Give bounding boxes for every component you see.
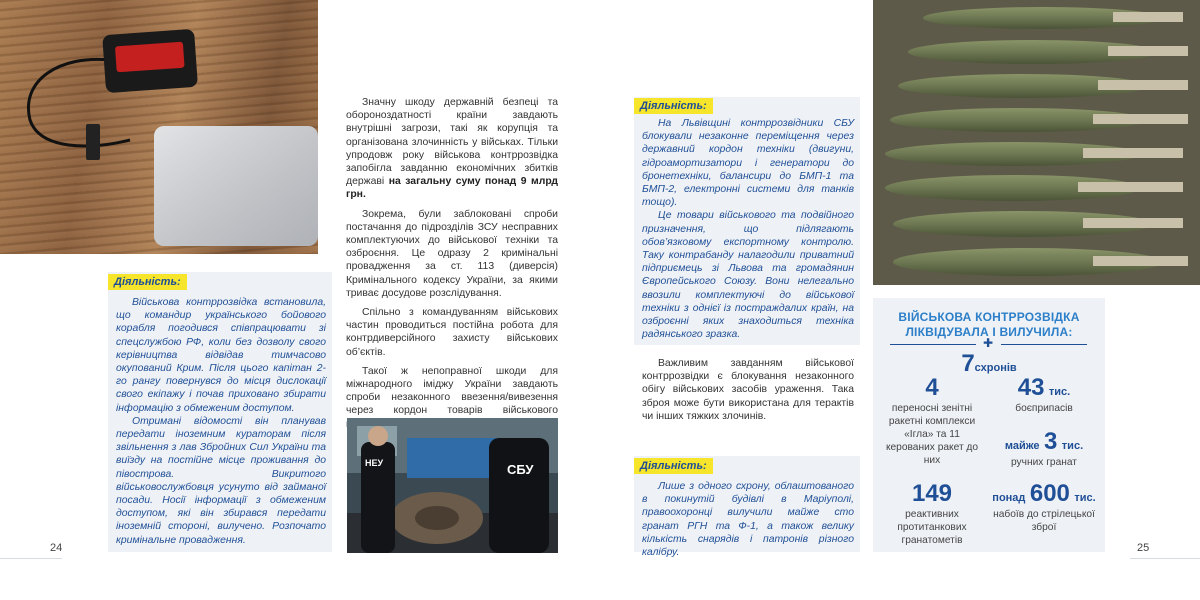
drive-label-stripe — [115, 42, 185, 73]
stat-grenades-prefix: майже — [1004, 440, 1040, 452]
body-paragraph-1: Значну шкоду державній безпеці та обороноздатності країни завдають внутрішні загрози, такі як корупція та організована злочинність у військах. Тільки упродовж року військова контррозвідка запобігла завданню економічних збитків державі на загальну суму понад 9 млрд грн. — [346, 97, 559, 201]
page-number-left: 24 — [50, 542, 63, 554]
stat-rounds — [986, 480, 1102, 534]
desk-items-illustration — [0, 0, 318, 254]
stat-grenades-label: ручних гранат — [1011, 457, 1077, 468]
activity-right1-paragraph-1: На Львівщині контррозвідники СБУ блокували незаконне переміщення через державний кордон техніки (двигуни, гідроамортизатори і генератори до бронетехніки, балансири до БМП-1 та БМП-2, електронні системи для танків тощо). — [642, 118, 854, 209]
activity-tag-right-1: Діяльність: — [634, 98, 713, 114]
stat-manpads — [880, 374, 984, 467]
desk-photo — [0, 0, 318, 254]
stat-rounds-unit: тис. — [1074, 492, 1096, 504]
officer-badge-left: НЕУ — [365, 458, 384, 468]
right-body-paragraph: Важливим завданням військової контррозвідки є блокування незаконного обігу військових засобів ураження. Така зброя може бути використана для терактів чи інших тяжких злочинів. — [642, 358, 854, 422]
activity-tag-left: Діяльність: — [108, 274, 187, 290]
ammunition-photo — [873, 0, 1200, 285]
workshop-illustration — [347, 418, 558, 553]
stat-manpads-label: переносні зенітні ракетні комплекси «Ігла» та 11 керованих ракет до них — [885, 403, 979, 466]
stat-caches-value: 7 — [961, 350, 975, 377]
stat-grenades-value: 3 — [1043, 428, 1058, 455]
stat-caches-unit: схронів — [974, 362, 1017, 374]
stat-rpg — [880, 480, 984, 547]
engine-part-core — [415, 506, 459, 530]
body-paragraph-3: Спільно з командуванням військових частин проводиться постійна робота для контрдиверсійного захисту військових об’єктів. — [346, 307, 558, 358]
laptop-shine — [154, 126, 318, 246]
footer-rule-left — [0, 558, 62, 559]
stat-rounds-prefix: понад — [992, 492, 1026, 504]
stat-rounds-label: набоїв до стрілецької зброї — [993, 509, 1095, 533]
stat-rpg-label: реактивних протитанкових гранатометів — [897, 509, 967, 546]
stat-manpads-value: 4 — [925, 374, 939, 401]
stat-rounds-value: 600 — [1029, 480, 1070, 507]
activity-right2-paragraph-1: Лише з одного схрону, облаштованого в покинутій будівлі в Маріуполі, правоохоронці вилучили майже сто гранат РГН та Ф-1, а також велику кількість снарядів і патронів різного калібру. — [642, 481, 854, 559]
activity-left-paragraph-2: Отримані відомості він планував передати іноземним кураторам після звільнення з лав Збройних Сил України та виїзду на постійне місце проживання до півострова. Викритого військовослужбовця усунуто від займаної посади. Носії інформації з обмеженим доступом, які він збирався передати іноземній стороні, вилучено. Розпочато кримінальне провадження. — [116, 415, 326, 546]
stat-ammo — [990, 374, 1098, 415]
highlight-amount: на загальну суму понад 9 млрд грн. — [346, 176, 559, 201]
activity-tag-right-2: Діяльність: — [634, 458, 713, 474]
officer-figure-right — [489, 438, 549, 553]
stat-grenades — [990, 428, 1098, 469]
activity-text-right-2 — [642, 480, 854, 559]
activity-right1-paragraph-2: Це товари військового та подвійного призначення, що підлягають обов’язковому експортному контролю. Таку контрабанду налагодили приватний підприємець зі Львова та громадянин Європейського Союзу. Вони нелегально ввозили комплектуючі до військової техніки з однієї із постраждалих країн, на озброєнні яких знаходиться техніка радянського зразка. — [642, 210, 854, 341]
stat-ammo-label: боєприпасів — [1015, 403, 1073, 414]
stats-divider-right — [1001, 344, 1087, 345]
stat-ammo-unit: тис. — [1048, 386, 1071, 398]
officer-head-left — [368, 426, 388, 446]
ammunition-illustration — [873, 0, 1200, 285]
stat-ammo-value: 43 — [1017, 374, 1045, 401]
activity-left-paragraph-1: Військова контррозвідка встановила, що командир українського бойового корабля погодився співпрацювати зі спецслужбою РФ, коли без дозволу свого керівництва відвідав тимчасово окупований Крим. Після цього капітан 2-го рангу повернувся до місця дислокації свого екіпажу і почав приховано збирати інформацію з обмеженим доступом. — [116, 297, 326, 414]
usb-stick-icon — [86, 124, 100, 160]
activity-text-right-1 — [642, 117, 854, 341]
cross-icon: ✚ — [983, 336, 994, 350]
stat-rpg-value: 149 — [911, 480, 953, 507]
footer-rule-right — [1130, 558, 1200, 559]
activity-text-left — [116, 296, 326, 547]
workshop-photo — [347, 418, 558, 553]
stats-title: ВІЙСЬКОВА КОНТРРОЗВІДКА ЛІКВІДУВАЛА І ВИЛУЧИЛА: — [898, 310, 1080, 339]
stats-divider-left — [890, 344, 976, 345]
officer-badge-right: СБУ — [507, 462, 534, 477]
left-body-column — [346, 96, 558, 437]
body-paragraph-2: Зокрема, були заблоковані спроби постачання до підрозділів ЗСУ несправних комплектуючих до військової техніки та озброєння. Це одразу 2 кримінальні провадження за ст. 113 (диверсія) Кримінального кодексу України, за якими триває досудове розслідування. — [346, 208, 558, 299]
page-number-right: 25 — [1137, 542, 1150, 554]
body-paragraph-4: Такої ж непоправної шкоди для міжнародного іміджу України завдають спроби незаконного ввезення/вивезення через кордон товарів військового — [346, 365, 558, 417]
stat-grenades-unit: тис. — [1061, 440, 1084, 452]
right-body-column — [642, 357, 854, 429]
